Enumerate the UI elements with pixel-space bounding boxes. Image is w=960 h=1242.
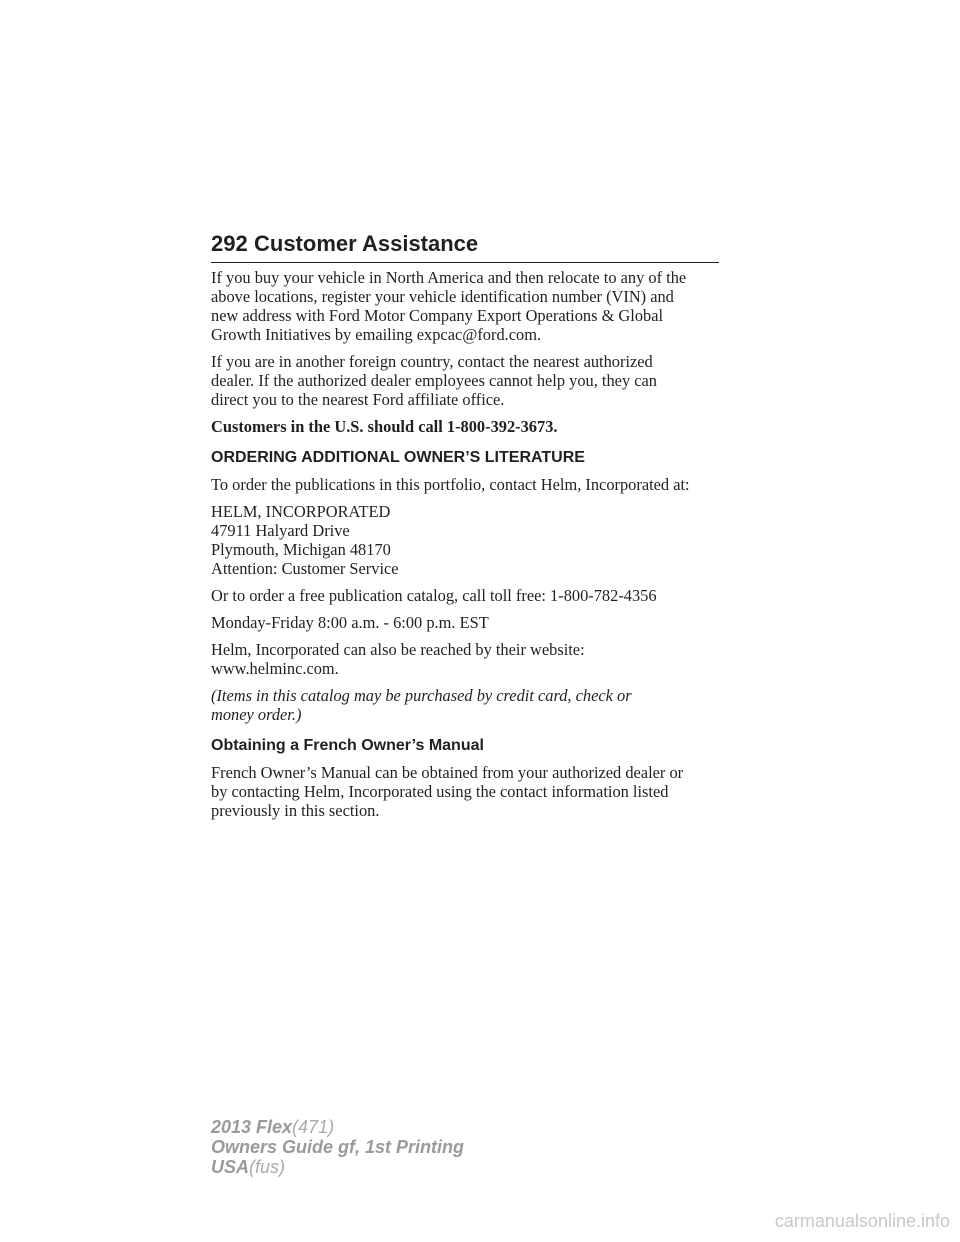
paragraph-payment-note: (Items in this catalog may be purchased by credit card, check or money order.) <box>211 686 632 724</box>
address-block: HELM, INCORPORATED 47911 Halyard Drive Plymouth, Michigan 48170 Attention: Customer Service <box>211 502 399 578</box>
heading-french-manual: Obtaining a French Owner’s Manual <box>211 737 484 754</box>
footer-region-code: (fus) <box>249 1157 286 1177</box>
heading-ordering-literature: ORDERING ADDITIONAL OWNER’S LITERATURE <box>211 449 585 466</box>
footer-model-code: (471) <box>292 1117 335 1137</box>
footer-region: USA <box>211 1157 250 1177</box>
page-content <box>211 268 731 828</box>
paragraph-order-intro: To order the publications in this portfolio, contact Helm, Incorporated at: <box>211 475 690 494</box>
footer-guide: Owners Guide gf, 1st Printing <box>211 1137 465 1157</box>
footer-line-guide <box>211 1137 464 1157</box>
paragraph-us-phone: Customers in the U.S. should call 1-800-392-3673. <box>211 417 558 436</box>
paragraph-hours: Monday-Friday 8:00 a.m. - 6:00 p.m. EST <box>211 613 489 632</box>
print-footer <box>211 1117 464 1177</box>
footer-line-model <box>211 1117 464 1137</box>
watermark: carmanualsonline.info <box>774 1211 950 1231</box>
paragraph-relocate: If you buy your vehicle in North America and then relocate to any of the above locations, register your vehicle identification number (VIN) and new address with Ford Motor Company Export Operations & Global Growth Initiatives by emailing expcac@ford.com. <box>211 268 687 344</box>
page-header <box>211 228 719 263</box>
paragraph-website: Helm, Incorporated can also be reached by their website: www.helminc.com. <box>211 640 585 678</box>
footer-model: 2013 Flex <box>211 1117 293 1137</box>
paragraph-foreign-country: If you are in another foreign country, contact the nearest authorized dealer. If the authorized dealer employees cannot help you, they can direct you to the nearest Ford affiliate office. <box>211 352 657 409</box>
paragraph-catalog-phone: Or to order a free publication catalog, call toll free: 1-800-782-4356 <box>211 586 657 605</box>
paragraph-french-manual: French Owner’s Manual can be obtained from your authorized dealer or by contacting Helm, Incorporated using the contact information listed previously in this section. <box>211 763 684 820</box>
page-number: 292 <box>211 231 248 256</box>
footer-line-region <box>211 1157 464 1177</box>
section-title: Customer Assistance <box>254 231 479 256</box>
